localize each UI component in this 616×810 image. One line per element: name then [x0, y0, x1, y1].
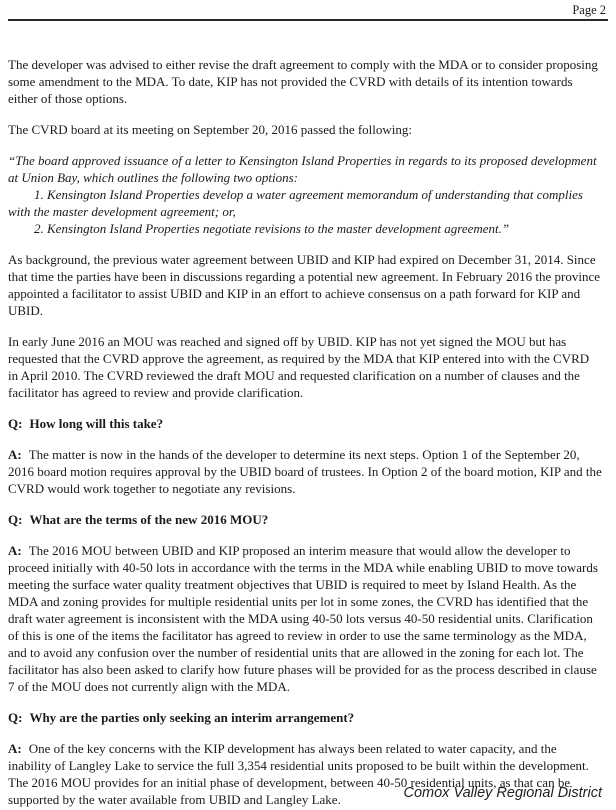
question-prefix: Q:: [8, 416, 23, 431]
document-body: [0, 56, 616, 808]
page-header: [8, 0, 608, 21]
answer-prefix: A:: [8, 543, 22, 558]
paragraph-background: As background, the previous water agreement between UBID and KIP had expired on December 31, 2014. Since that time the parties have been in discussions regarding a potential new agreement. In February 2016 the province appointed a facilitator to assist UBID and KIP in an effort to achieve consensus on a path forward for KIP and UBID.: [8, 252, 601, 318]
answer-line: [8, 446, 602, 497]
paragraph-board-meeting: The CVRD board at its meeting on September 20, 2016 passed the following:: [8, 122, 413, 137]
answer-text: One of the key concerns with the KIP development has always been related to water capacity, and the inability of Langley Lake to service the full 3,354 residential units proposed to be built within the development. The 2016 MOU provides for an initial phase of development, between 40-50 residential units, as that can be supported by the water available from UBID and Langley Lake.: [8, 741, 589, 807]
answer-prefix: A:: [8, 741, 22, 756]
answer-text: The 2016 MOU between UBID and KIP proposed an interim measure that would allow the developer to proceed initially with 40-50 lots in accordance with the terms in the MDA while enabling UBID to move towards meeting the surface water quality treatment objectives that UBID is required to meet by Island Health. As the MDA and zoning provides for multiple residential units per lot in some zones, the CVRD has identified that the draft water agreement is inconsistent with the MDA using 40-50 lots versus 40-50 residential units. Clarification of this is one of the items the facilitator has agreed to review in order to use the same terminology as the MDA, and to avoid any confusion over the number of residential units that are allowed in the zoning for each lot. The facilitator has also been asked to clarify how future phases will be provided for as the process described in clause 7 of the MOU does not currently align with the MDA.: [8, 543, 598, 694]
board-motion-quote: [8, 152, 602, 237]
question-prefix: Q:: [8, 710, 23, 725]
organization-name: Comox Valley Regional District: [403, 785, 602, 801]
quote-option-1: 1. Kensington Island Properties develop a water agreement memorandum of understanding that complies with the master development agreement; or,: [8, 187, 583, 219]
qa-block-mou-terms: [8, 511, 602, 695]
question-text: How long will this take?: [29, 416, 164, 431]
qa-block-how-long: [8, 415, 602, 497]
page-footer: [403, 785, 602, 801]
question-line: [8, 511, 602, 528]
quote-option-2: 2. Kensington Island Properties negotiate revisions to the master development agreement.”: [34, 221, 510, 236]
question-line: [8, 415, 602, 432]
answer-text: The matter is now in the hands of the developer to determine its next steps. Option 1 of the September 20, 2016 board motion requires approval by the UBID board of trustees. In Option 2 of the board motion, KIP and the CVRD would work together to negotiate any revisions.: [8, 447, 602, 496]
paragraph-mou-status: In early June 2016 an MOU was reached and signed off by UBID. KIP has not yet signed the MOU but has requested that the CVRD approve the agreement, as required by the MDA that KIP entered into with the CVRD in April 2010. The CVRD reviewed the draft MOU and requested clarification on a number of clauses and the facilitator has agreed to review and provide clarification.: [8, 334, 590, 400]
answer-prefix: A:: [8, 447, 22, 462]
answer-line: [8, 542, 602, 695]
question-line: [8, 709, 602, 726]
question-prefix: Q:: [8, 512, 23, 527]
question-text: Why are the parties only seeking an interim arrangement?: [29, 710, 355, 725]
question-text: What are the terms of the new 2016 MOU?: [29, 512, 269, 527]
quote-intro: “The board approved issuance of a letter to Kensington Island Properties in regards to its proposed development at Union Bay, which outlines the following two options:: [8, 153, 597, 185]
paragraph-developer-advised: The developer was advised to either revise the draft agreement to comply with the MDA or to consider proposing some amendment to the MDA. To date, KIP has not provided the CVRD with details of its intention towards either of those options.: [8, 57, 598, 106]
page-number: Page 2: [572, 3, 606, 17]
